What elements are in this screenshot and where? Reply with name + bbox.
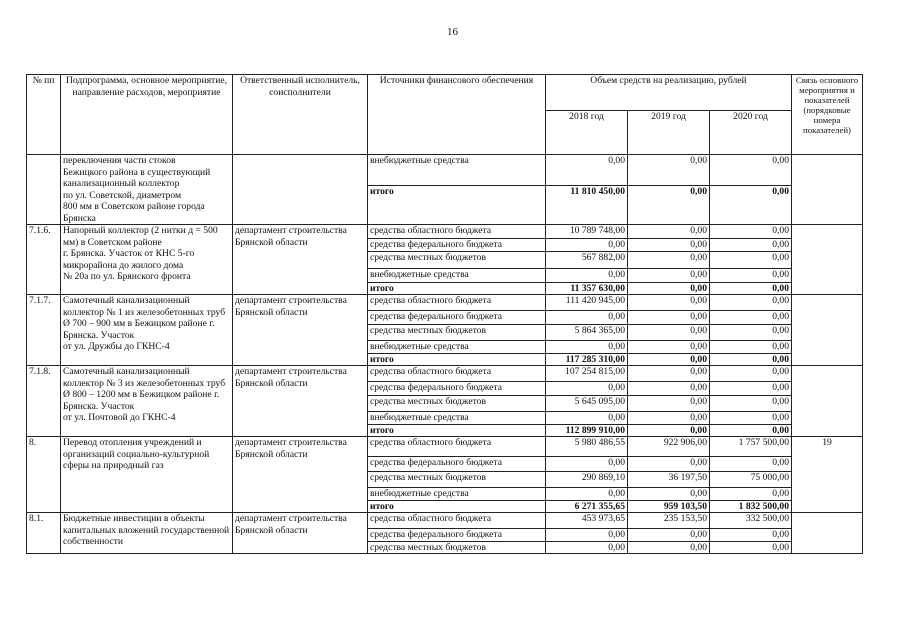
amount-y2018: 5 645 095,00 — [546, 396, 628, 412]
amount-y2018: 0,00 — [546, 412, 628, 425]
amount-y2018: 0,00 — [546, 541, 628, 554]
amount-y2020: 0,00 — [710, 225, 792, 239]
amount-y2019: 0,00 — [628, 325, 710, 341]
amount-y2020: 0,00 — [710, 424, 792, 437]
amount-y2018: 107 254 815,00 — [546, 366, 628, 382]
amount-y2019: 0,00 — [628, 366, 710, 382]
funding-source: средства федерального бюджета — [368, 311, 546, 325]
amount-y2019: 922 906,00 — [628, 437, 710, 457]
amount-y2020: 0,00 — [710, 185, 792, 224]
funding-source: средства местных бюджетов — [368, 541, 546, 554]
table-row — [27, 437, 863, 457]
header-subprogram: Подпрограмма, основное мероприятие, направление расходов, мероприятие — [61, 75, 233, 155]
funding-source: внебюджетные средства — [368, 488, 546, 501]
item-indicator-link — [792, 225, 863, 295]
header-sources: Источники финансового обеспечения — [368, 75, 546, 155]
item-responsible: департамент строительства Брянской области — [233, 225, 368, 295]
table-body — [27, 155, 863, 554]
item-name: Самотечный канализационный коллектор № 1 из железобетонных труб Ø 700 – 900 мм в Бежицком районе г. Брянска. Участок от ул. Дружбы до ГКНС-4 — [61, 295, 233, 366]
item-responsible: департамент строительства Брянской области — [233, 513, 368, 554]
item-indicator-link — [792, 513, 863, 554]
amount-y2018: 453 973,65 — [546, 513, 628, 529]
header-year-2020: 2020 год — [710, 111, 792, 155]
funding-source: средства местных бюджетов — [368, 472, 546, 488]
amount-y2018: 6 271 355,65 — [546, 500, 628, 513]
amount-y2018: 0,00 — [546, 311, 628, 325]
item-name: Самотечный канализационный коллектор № 3 из железобетонных труб Ø 800 – 1200 мм в Бежицком районе г. Брянска. Участок от ул. Почтовой до ГКНС-4 — [61, 366, 233, 437]
amount-y2018: 0,00 — [546, 155, 628, 186]
amount-y2019: 0,00 — [628, 382, 710, 396]
amount-y2020: 0,00 — [710, 382, 792, 396]
amount-y2020: 0,00 — [710, 396, 792, 412]
amount-y2019: 0,00 — [628, 311, 710, 325]
item-indicator-link: 19 — [792, 437, 863, 513]
item-number: 7.1.8. — [27, 366, 61, 437]
amount-y2020: 332 500,00 — [710, 513, 792, 529]
header-volume: Объем средств на реализацию, рублей — [546, 75, 792, 111]
page-number: 16 — [447, 26, 458, 38]
amount-y2019: 0,00 — [628, 185, 710, 224]
funding-source: внебюджетные средства — [368, 155, 546, 186]
funding-source: итого — [368, 185, 546, 224]
amount-y2019: 0,00 — [628, 282, 710, 295]
table-row — [27, 155, 863, 186]
amount-y2018: 0,00 — [546, 457, 628, 472]
funding-source: итого — [368, 353, 546, 366]
item-name: переключения части стоков Бежицкого района в существующий канализационный коллектор по ул. Советской, диаметром 800 мм в Советском районе города Брянска — [61, 155, 233, 225]
amount-y2020: 0,00 — [710, 325, 792, 341]
amount-y2020: 1 757 500,00 — [710, 437, 792, 457]
amount-y2019: 0,00 — [628, 251, 710, 268]
amount-y2020: 0,00 — [710, 353, 792, 366]
amount-y2018: 5 864 365,00 — [546, 325, 628, 341]
item-indicator-link — [792, 366, 863, 437]
funding-source: внебюджетные средства — [368, 268, 546, 282]
amount-y2019: 0,00 — [628, 396, 710, 412]
amount-y2018: 5 980 486,55 — [546, 437, 628, 457]
amount-y2020: 0,00 — [710, 488, 792, 501]
item-name: Бюджетные инвестиции в объекты капитальных вложений государственной собственности — [61, 513, 233, 554]
amount-y2020: 0,00 — [710, 239, 792, 252]
amount-y2019: 0,00 — [628, 457, 710, 472]
amount-y2019: 0,00 — [628, 412, 710, 425]
funding-source: средства федерального бюджета — [368, 239, 546, 252]
amount-y2020: 0,00 — [710, 457, 792, 472]
amount-y2019: 0,00 — [628, 424, 710, 437]
amount-y2018: 0,00 — [546, 488, 628, 501]
header-responsible: Ответственный исполнитель, соисполнители — [233, 75, 368, 155]
funding-source: средства местных бюджетов — [368, 396, 546, 412]
amount-y2020: 0,00 — [710, 311, 792, 325]
amount-y2020: 0,00 — [710, 268, 792, 282]
amount-y2019: 0,00 — [628, 488, 710, 501]
funding-source: внебюджетные средства — [368, 412, 546, 425]
table-row — [27, 295, 863, 311]
item-name: Напорный коллектор (2 нитки д = 500 мм) в Советском районе г. Брянска. Участок от КНС 5-го микрорайона до жилого дома № 20а по ул. Брянского фронта — [61, 225, 233, 295]
item-indicator-link — [792, 155, 863, 225]
amount-y2020: 0,00 — [710, 412, 792, 425]
amount-y2019: 0,00 — [628, 353, 710, 366]
amount-y2019: 235 153,50 — [628, 513, 710, 529]
item-indicator-link — [792, 295, 863, 366]
amount-y2020: 0,00 — [710, 529, 792, 542]
amount-y2018: 0,00 — [546, 382, 628, 396]
item-name: Перевод отопления учреждений и организаций социально-культурной сферы на природный газ — [61, 437, 233, 513]
amount-y2020: 0,00 — [710, 251, 792, 268]
funding-source: итого — [368, 500, 546, 513]
amount-y2018: 111 420 945,00 — [546, 295, 628, 311]
amount-y2018: 0,00 — [546, 239, 628, 252]
amount-y2019: 0,00 — [628, 529, 710, 542]
item-number: 7.1.7. — [27, 295, 61, 366]
item-number: 7.1.6. — [27, 225, 61, 295]
item-number — [27, 155, 61, 225]
amount-y2018: 290 869,10 — [546, 472, 628, 488]
amount-y2018: 11 357 630,00 — [546, 282, 628, 295]
funding-source: средства областного бюджета — [368, 437, 546, 457]
amount-y2019: 0,00 — [628, 268, 710, 282]
funding-source: средства областного бюджета — [368, 366, 546, 382]
table-row — [27, 366, 863, 382]
amount-y2019: 0,00 — [628, 155, 710, 186]
amount-y2020: 0,00 — [710, 155, 792, 186]
amount-y2020: 0,00 — [710, 341, 792, 354]
amount-y2020: 1 832 500,00 — [710, 500, 792, 513]
amount-y2018: 117 285 310,00 — [546, 353, 628, 366]
funding-source: средства местных бюджетов — [368, 251, 546, 268]
item-responsible — [233, 155, 368, 225]
item-responsible: департамент строительства Брянской области — [233, 366, 368, 437]
item-number: 8.1. — [27, 513, 61, 554]
amount-y2019: 959 103,50 — [628, 500, 710, 513]
item-responsible: департамент строительства Брянской области — [233, 437, 368, 513]
funding-source: внебюджетные средства — [368, 341, 546, 354]
amount-y2019: 0,00 — [628, 341, 710, 354]
funding-source: средства федерального бюджета — [368, 457, 546, 472]
amount-y2020: 0,00 — [710, 366, 792, 382]
amount-y2020: 0,00 — [710, 541, 792, 554]
amount-y2018: 0,00 — [546, 268, 628, 282]
item-number: 8. — [27, 437, 61, 513]
funding-source: средства местных бюджетов — [368, 325, 546, 341]
item-responsible: департамент строительства Брянской области — [233, 295, 368, 366]
funding-source: средства федерального бюджета — [368, 529, 546, 542]
amount-y2018: 0,00 — [546, 529, 628, 542]
amount-y2019: 0,00 — [628, 541, 710, 554]
funding-source: итого — [368, 282, 546, 295]
amount-y2019: 0,00 — [628, 225, 710, 239]
funding-source: средства областного бюджета — [368, 225, 546, 239]
amount-y2018: 567 882,00 — [546, 251, 628, 268]
amount-y2018: 11 810 450,00 — [546, 185, 628, 224]
amount-y2019: 36 197,50 — [628, 472, 710, 488]
header-year-2019: 2019 год — [628, 111, 710, 155]
amount-y2019: 0,00 — [628, 295, 710, 311]
funding-source: средства областного бюджета — [368, 295, 546, 311]
funding-source: итого — [368, 424, 546, 437]
amount-y2020: 75 000,00 — [710, 472, 792, 488]
table-row — [27, 513, 863, 529]
amount-y2018: 112 899 910,00 — [546, 424, 628, 437]
header-link: Связь основного мероприятия и показателей (порядковые номера показателей) — [792, 75, 863, 155]
amount-y2018: 10 789 748,00 — [546, 225, 628, 239]
amount-y2020: 0,00 — [710, 295, 792, 311]
funding-source: средства федерального бюджета — [368, 382, 546, 396]
header-num: № пп — [27, 75, 61, 155]
amount-y2020: 0,00 — [710, 282, 792, 295]
funding-source: средства областного бюджета — [368, 513, 546, 529]
header-year-2018: 2018 год — [546, 111, 628, 155]
budget-table — [26, 74, 863, 554]
amount-y2019: 0,00 — [628, 239, 710, 252]
table-row — [27, 225, 863, 239]
amount-y2018: 0,00 — [546, 341, 628, 354]
